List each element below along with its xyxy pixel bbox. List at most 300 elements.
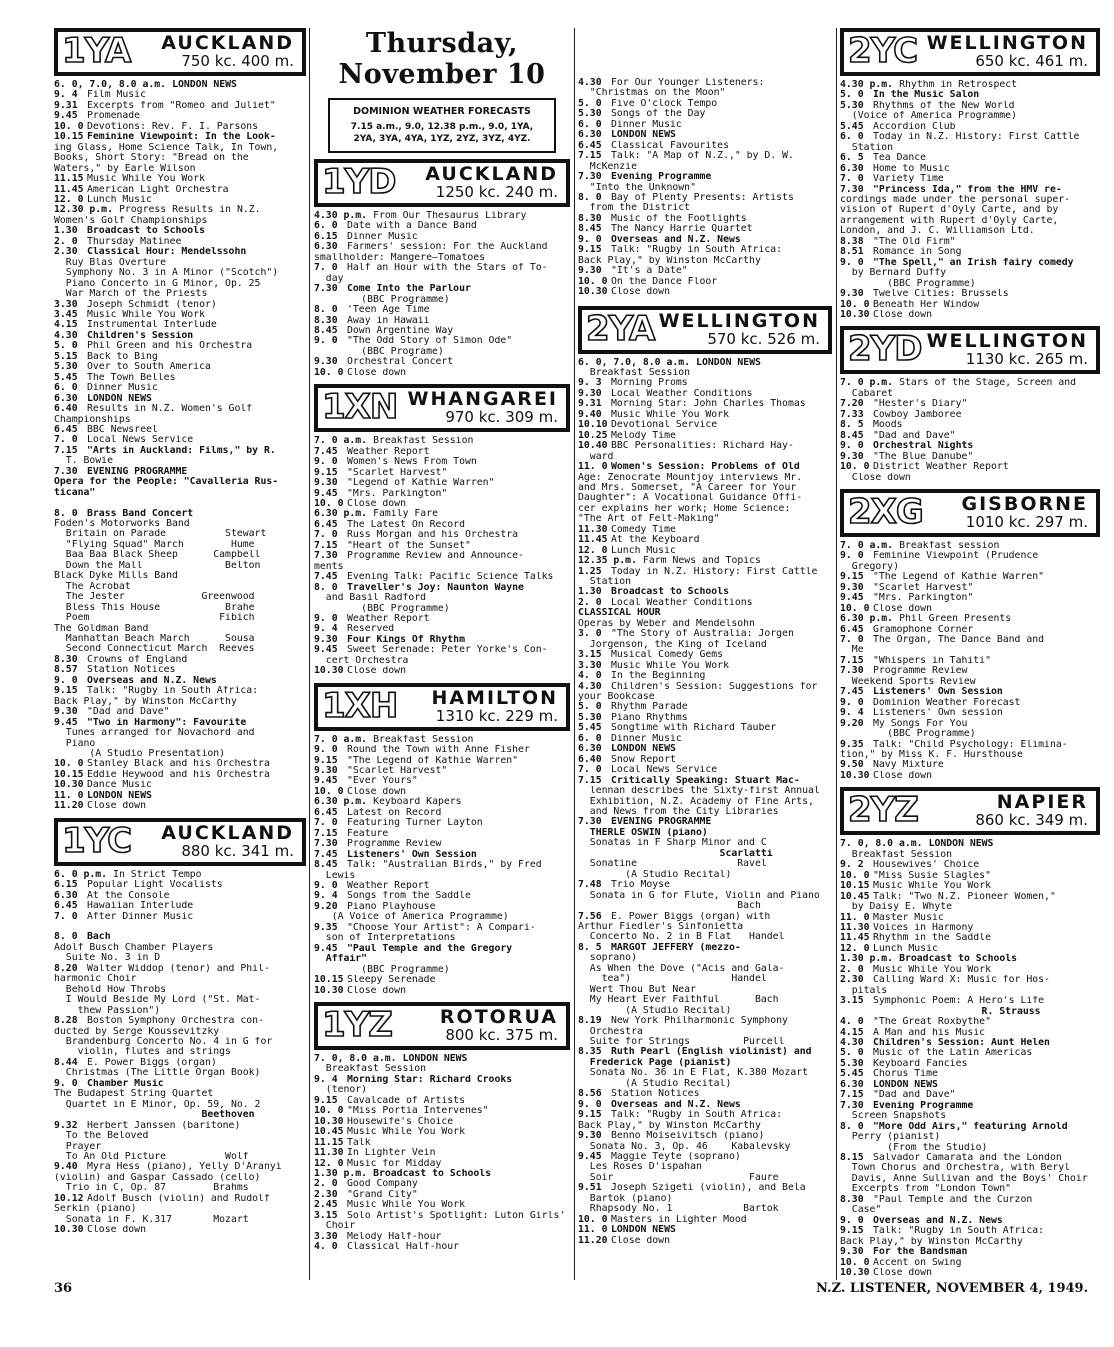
programme-title: "Grand City": [347, 1189, 418, 1200]
station-header-2yz: [840, 787, 1100, 835]
programme-title: Overseas and N.Z. News: [87, 675, 217, 686]
programme-continuation: (A Studio Presentation): [54, 749, 226, 759]
programme-title: At the Console: [87, 890, 170, 901]
programme-time: 10.40: [578, 441, 608, 452]
programme-title: "Paul Temple and the Gregory: [347, 943, 513, 954]
programme-time: 9. 0: [314, 336, 338, 347]
programme-time: 6.15: [54, 880, 78, 891]
programme-time: 9.15: [840, 572, 864, 583]
programme-time: 9.45: [314, 645, 338, 656]
programme-entry: [578, 1183, 832, 1193]
programme-continuation: Daughter": A Vocational Guidance Offi-: [578, 493, 803, 504]
programme-entry: [314, 1179, 570, 1189]
programme-continuation: Me: [840, 645, 864, 656]
programme-title: Close down: [347, 786, 406, 797]
programme-entry: [840, 247, 1100, 257]
programme-title: Talk: "Rugby in South Africa:: [611, 1110, 783, 1121]
programme-title: Local Weather Conditions: [611, 388, 753, 399]
programme-title: Broadcast to Schools: [611, 587, 729, 598]
programme-title: District Weather Report: [873, 462, 1009, 473]
programme-title: A Man and his Music: [873, 1027, 986, 1038]
programme-title: After Dinner Music: [87, 911, 194, 922]
programme-entry: [840, 687, 1100, 697]
programme-time: 6.45: [54, 901, 78, 912]
programme-title: Breakfast Session: [373, 436, 474, 447]
programme-time: 9.50: [840, 760, 864, 771]
station-frequency: 800 kc. 375 m.: [445, 1026, 558, 1044]
programme-entry: [54, 655, 306, 665]
programme-continuation: THERLE OSWIN (piano): [578, 827, 708, 838]
programme-title: Melody Half-hour: [347, 1231, 442, 1242]
programme-title: Hawaiian Interlude: [87, 901, 194, 912]
programme-time: 7. 0: [578, 765, 602, 776]
programme-entry: [314, 572, 570, 582]
programme-title: Dinner Music: [611, 733, 682, 744]
programme-title: LONDON NEWS: [611, 130, 676, 141]
programme-entry: [578, 629, 832, 639]
programme-entry: [314, 263, 570, 273]
programme-time: 9.15: [314, 467, 338, 478]
programme-continuation: Back Play," by Winston McCarthy: [578, 255, 761, 266]
programme-title: Stars of the Stage, Screen and: [899, 378, 1077, 389]
programme-entry: [54, 1162, 306, 1172]
programme-title: Close down: [87, 1225, 146, 1236]
programme-entry: [54, 964, 306, 974]
programme-entry: [578, 410, 832, 420]
programme-entry: [314, 1200, 570, 1210]
programme-time: 9.30: [840, 1247, 864, 1258]
programme-entry: [314, 1096, 570, 1106]
programme-title: Tea Dance: [873, 153, 927, 164]
programme-title: LONDON NEWS: [172, 80, 237, 90]
programme-continuation: vision of Rupert d'Oyly Carte, and by: [840, 205, 1059, 216]
programme-time: 9. 4: [314, 624, 338, 635]
programme-entry: [314, 242, 570, 252]
programme-time: 10.25: [578, 430, 608, 441]
programme-title: Bach: [87, 932, 111, 943]
programme-continuation: and Mrs. Somerset, "A Career for Your: [578, 482, 797, 493]
programme-continuation: Women's Golf Championships: [54, 215, 208, 226]
programme-continuation: (A Studio Recital): [578, 1005, 732, 1016]
programme-continuation: Exhibition, N.Z. Academy of Fine Arts,: [578, 796, 814, 807]
programme-continuation: Station: [578, 577, 632, 588]
programme-title: LONDON NEWS: [611, 744, 676, 755]
programme-title: Classical Half-hour: [347, 1242, 460, 1253]
programme-entry: [578, 535, 832, 545]
programme-time: 7. 0: [314, 530, 338, 541]
programme-continuation: My Heart Ever Faithful Bach: [578, 995, 779, 1006]
programme-title: Instrumental Interlude: [87, 320, 217, 331]
programme-title: "It's a Date": [611, 266, 688, 277]
programme-entry: [578, 99, 832, 109]
station-header-2yd: [840, 326, 1100, 374]
programme-title: Close down: [347, 367, 406, 378]
programme-title: Morning Star: Richard Crooks: [347, 1074, 513, 1085]
programme-entry: [314, 489, 570, 499]
programme-time: 9.45: [578, 1151, 602, 1162]
programme-continuation: The Budapest String Quartet: [54, 1089, 214, 1100]
programme-entry: [578, 141, 832, 151]
station-header-1yc: [54, 818, 306, 866]
programme-time: 7.30: [314, 839, 338, 850]
programme-entry: [840, 839, 1100, 849]
programme-time: 9.30: [840, 582, 864, 593]
programme-entry: [314, 457, 570, 467]
programme-title: Rhythm Parade: [611, 702, 688, 713]
programme-continuation: and News from the City Libraries: [578, 807, 779, 817]
programme-time: 5.30: [54, 362, 78, 373]
programme-entry: [54, 467, 306, 477]
programme-entry: [578, 224, 832, 234]
programme-title: Musical Comedy Gems: [611, 650, 724, 661]
column-2: [314, 0, 570, 1253]
programme-entry: [840, 604, 1100, 614]
programme-title: Critically Speaking: Stuart Mac-: [611, 775, 800, 786]
programme-time: 9. 0: [54, 1078, 78, 1089]
programme-continuation: Suite for Strings Purcell: [578, 1036, 785, 1047]
programme-time: 5. 0: [578, 98, 602, 109]
programme-time: 9. 0: [840, 697, 864, 708]
programme-time: 9.32: [54, 1120, 78, 1131]
programme-time: 10. 0: [314, 786, 344, 797]
programme-title: Progress Results in N.Z.: [118, 205, 261, 216]
station-call: 1YA: [62, 31, 131, 71]
programme-entry: [54, 226, 306, 236]
programme-time: 9. 4: [314, 891, 338, 902]
programme-time: 10. 0: [314, 498, 344, 509]
programme-entry: [314, 891, 570, 901]
station-header-2ya: [578, 306, 832, 354]
programme-title: "Dad and Dave": [87, 707, 170, 718]
programme-time: 9.45: [314, 943, 338, 954]
programme-entry: [578, 1016, 832, 1026]
programme-list: [314, 211, 570, 378]
programme-entry: [578, 943, 832, 953]
programme-time: 5. 0: [840, 90, 864, 101]
programme-continuation: ments: [314, 561, 344, 572]
programme-entry: [314, 944, 570, 954]
programme-title: Feminine Viewpoint: In the Look-: [87, 132, 276, 143]
programme-title: "Mrs. Parkington": [873, 593, 974, 604]
programme-entry: [578, 462, 832, 472]
programme-time: 4.30 p.m.: [840, 80, 894, 90]
programme-title: Home to Music: [873, 163, 950, 174]
programme-entry: [314, 368, 570, 378]
programme-title: Children's Session: Suggestions for: [611, 681, 818, 692]
programme-title: Rhythm in Retrospect: [899, 80, 1018, 90]
programme-time: 9. 0: [840, 257, 864, 268]
programme-time: 2.30: [54, 247, 78, 258]
programme-continuation: (BBC Programme): [840, 729, 976, 740]
programme-title: "Hester's Diary": [873, 399, 968, 410]
programme-time: 11. 0: [578, 1225, 608, 1236]
programme-continuation: lennan describes the Sixty-first Annual: [578, 786, 820, 797]
programme-entry: [840, 923, 1100, 933]
programme-title: "The Great Roxbythe": [873, 1017, 991, 1028]
programme-time: 3.30: [314, 1231, 338, 1242]
programme-time: 6.30: [314, 242, 338, 253]
programme-time: 10. 0: [314, 1106, 344, 1117]
programme-continuation: Choir: [314, 1221, 356, 1232]
programme-entry: [54, 132, 306, 142]
programme-entry: [840, 593, 1100, 603]
programme-entry: [314, 923, 570, 933]
programme-title: Overseas and N.Z. News: [611, 234, 741, 245]
programme-title: EVENING PROGRAMME: [611, 817, 712, 828]
programme-title: From Our Thesaurus Library: [373, 211, 527, 221]
station-city: HAMILTON: [431, 686, 558, 709]
programme-entry: [314, 530, 570, 540]
programme-title: Benno Moiseivitsch (piano): [611, 1131, 765, 1142]
programme-continuation: As When the Dove ("Acis and Gala-: [578, 963, 785, 974]
programme-entry: [314, 624, 570, 634]
programme-entry: [840, 289, 1100, 299]
programme-continuation: Breakfast Session: [314, 1064, 427, 1075]
programme-title: "Scarlet Harvest": [873, 582, 974, 593]
programme-continuation: cordings made under the personal super-: [840, 194, 1071, 205]
programme-entry: [54, 435, 306, 445]
programme-title: "The Legend of Kathie Warren": [347, 755, 519, 766]
programme-title: Local Weather Conditions: [611, 597, 753, 608]
station-call: 1YZ: [322, 1005, 392, 1045]
programme-entry: [840, 1258, 1100, 1268]
programme-title: Date with a Dance Band: [347, 221, 477, 232]
programme-entry: [840, 431, 1100, 441]
programme-time: 8. 0: [578, 192, 602, 203]
programme-title: Adolf Busch (violin) and Rudolf: [87, 1193, 270, 1204]
programme-title: Songs of the Day: [611, 109, 706, 120]
programme-time: 6.30 p.m.: [840, 614, 894, 625]
programme-entry: [578, 120, 832, 130]
programme-time: 7. 0, 8.0 a.m.: [314, 1054, 397, 1064]
programme-continuation: "Into the Unknown": [578, 182, 696, 193]
programme-list: [578, 358, 832, 1247]
programme-continuation: McKenzie: [578, 161, 637, 172]
programme-entry: [54, 205, 306, 215]
programme-continuation: Behold How Throbs: [54, 984, 167, 995]
programme-title: Maggie Teyte (soprano): [611, 1151, 741, 1162]
programme-entry: [578, 172, 832, 182]
programme-continuation: your Bookcase: [578, 692, 655, 703]
programme-continuation: Sonata in G for Flute, Violin and Piano: [578, 890, 820, 901]
programme-time: 7. 0: [840, 174, 864, 185]
programme-entry: [840, 1153, 1100, 1163]
programme-entry: [54, 801, 306, 811]
programme-time: 1.30 p.m.: [840, 954, 894, 965]
programme-continuation: Excerpts from "London Town": [840, 1184, 1012, 1195]
programme-continuation: To the Beloved: [54, 1131, 149, 1142]
programme-title: LONDON NEWS: [87, 393, 152, 404]
station-call: 1YC: [62, 820, 132, 861]
column-1: [54, 28, 306, 1236]
programme-time: 2.45: [314, 1200, 338, 1211]
programme-title: Lunch Music: [611, 545, 676, 556]
programme-time: 10. 0: [578, 1214, 608, 1225]
programme-time: 3.30: [578, 660, 602, 671]
programme-time: 6.30: [578, 744, 602, 755]
programme-time: 2. 0: [840, 964, 864, 975]
programme-time: 7.30: [578, 172, 602, 183]
programme-continuation: Perry (pianist): [840, 1132, 941, 1143]
programme-entry: [54, 770, 306, 780]
programme-time: 8.56: [578, 1089, 602, 1100]
programme-entry: [578, 598, 832, 608]
programme-entry: [314, 468, 570, 478]
programme-entry: [840, 300, 1100, 310]
programme-time: 7.15: [54, 445, 78, 456]
programme-time: 1.30: [54, 226, 78, 237]
programme-title: Evening Programme: [611, 172, 712, 183]
programme-time: 7.30: [54, 466, 78, 477]
programme-continuation: Lewis: [314, 870, 356, 881]
programme-continuation: The Acrobat: [54, 581, 131, 592]
programme-title: Walter Widdop (tenor) and Phil-: [87, 963, 270, 974]
programme-entry: [840, 441, 1100, 451]
programme-continuation: ward: [578, 451, 614, 462]
programme-title: "Mrs. Parkington": [347, 488, 448, 499]
programme-title: Popular Light Vocalists: [87, 880, 223, 891]
programme-time: 9.35: [840, 739, 864, 750]
programme-entry: [578, 1089, 832, 1099]
programme-time: 5.30: [578, 109, 602, 120]
programme-time: 10. 0: [840, 462, 870, 473]
programme-entry: [840, 174, 1100, 184]
programme-time: 12. 0: [840, 943, 870, 954]
station-frequency: 1130 kc. 265 m.: [965, 350, 1088, 369]
programme-time: 12.30 p.m.: [54, 205, 113, 216]
programme-entry: [840, 1101, 1100, 1111]
station-header-1xh: [314, 683, 570, 731]
programme-entry: [578, 78, 832, 88]
programme-title: Local News Service: [87, 435, 194, 446]
programme-entry: [314, 756, 570, 766]
programme-continuation: Suite No. 3 in D: [54, 953, 161, 964]
programme-time: 9.51: [578, 1183, 602, 1194]
programme-title: "Two in Harmony": Favourite: [87, 717, 247, 728]
programme-continuation: The Jester Greenwood: [54, 592, 255, 603]
station-frequency: 860 kc. 349 m.: [975, 811, 1088, 830]
programme-entry: [54, 237, 306, 247]
programme-continuation: day: [314, 273, 344, 284]
programme-time: 2. 0: [314, 1179, 338, 1190]
programme-time: 9.30: [578, 1131, 602, 1142]
programme-entry: [840, 1069, 1100, 1079]
programme-list: [314, 1054, 570, 1253]
programme-time: 8. 5: [578, 942, 602, 953]
programme-title: "Dad and Dave": [873, 430, 956, 441]
programme-entry: [840, 583, 1100, 593]
programme-title: Music While You Work: [87, 309, 205, 320]
programme-title: Results in N.Z. Women's Golf: [87, 404, 253, 415]
programme-title: Family Fare: [373, 509, 438, 520]
programme-time: 7.30: [314, 284, 338, 295]
programme-time: 9.30: [840, 451, 864, 462]
programme-time: 7. 0 a.m.: [314, 436, 368, 447]
programme-entry: [840, 378, 1100, 388]
programme-time: 9. 4: [54, 90, 78, 101]
programme-time: 8.38: [840, 236, 864, 247]
programme-time: 7.30: [840, 1100, 864, 1111]
programme-entry: [54, 383, 306, 393]
programme-title: Talk: "Rugby in South Africa:: [87, 686, 259, 697]
programme-continuation: (BBC Programme): [314, 964, 450, 975]
programme-title: Melody Time: [611, 430, 676, 441]
programme-title: Myra Hess (piano), Yelly D'Aranyi: [87, 1162, 282, 1173]
programme-list: [840, 80, 1100, 320]
programme-time: 3.45: [54, 309, 78, 320]
programme-title: Rhythm in the Saddle: [873, 933, 991, 944]
station-header-1xn: [314, 384, 570, 432]
programme-entry: [840, 1247, 1100, 1257]
programme-time: 9.45: [840, 593, 864, 604]
programme-title: Talk: "A Map of N.Z.," by D. W.: [611, 151, 794, 162]
programme-continuation: cer explains her work; Home Science:: [578, 503, 791, 514]
programme-entry: [314, 541, 570, 551]
programme-time: 9.15: [314, 1095, 338, 1106]
programme-time: 2.30: [840, 975, 864, 986]
programme-time: 6. 0, 7.0, 8.0 a.m.: [54, 80, 167, 90]
programme-time: 7. 0: [54, 911, 78, 922]
programme-time: 7.30: [840, 184, 864, 195]
programme-title: Music for Midday: [347, 1158, 442, 1169]
programme-title: Overseas and N.Z. News: [873, 1215, 1003, 1226]
programme-entry: [314, 509, 570, 519]
programme-continuation: by Daisy E. Whyte: [840, 902, 953, 913]
programme-title: Music While You Work: [873, 964, 991, 975]
programme-continuation: Sonatine Ravel: [578, 859, 767, 870]
programme-entry: [840, 101, 1100, 111]
programme-title: Dominion Weather Forecast: [873, 697, 1021, 708]
programme-time: 9. 4: [314, 1074, 338, 1085]
programme-title: "Miss Portia Intervenes": [347, 1106, 489, 1117]
programme-continuation: Arthur Fiedler's Sinfonietta: [578, 921, 744, 932]
programme-title: E. Power Biggs (organ): [87, 1057, 217, 1068]
programme-title: Piano Rhythms: [611, 712, 688, 723]
programme-time: 9.31: [578, 399, 602, 410]
programme-time: 11.45: [840, 933, 870, 944]
programme-title: Listeners' Own Session: [347, 849, 477, 860]
programme-time: 8.30: [314, 315, 338, 326]
programme-title: "Heart of the Sunset": [347, 540, 471, 551]
station-call: 2YA: [586, 308, 655, 349]
programme-time: 6. 0: [840, 132, 864, 143]
programme-entry: [54, 1079, 306, 1089]
programme-continuation: To An Old Picture Wolf: [54, 1151, 249, 1162]
station-frequency: 650 kc. 461 m.: [975, 52, 1088, 70]
programme-entry: [578, 661, 832, 671]
programme-continuation: Town Chorus and Orchestra, with Beryl: [840, 1163, 1071, 1174]
programme-title: Close down: [347, 985, 406, 996]
programme-time: 7.45: [314, 849, 338, 860]
programme-entry: [54, 686, 306, 696]
programme-time: 7.56: [578, 911, 602, 922]
programme-continuation: Waters," by Earle Wilson: [54, 163, 196, 174]
programme-entry: [840, 551, 1100, 561]
programme-title: Close down: [87, 801, 146, 812]
programme-time: 10.30: [840, 770, 870, 781]
programme-list: [840, 839, 1100, 1278]
programme-continuation: Back Play," by Winston McCarthy: [54, 696, 237, 707]
programme-continuation: ticana": [54, 487, 96, 498]
programme-title: Overseas and N.Z. News: [611, 1099, 741, 1110]
programme-title: Music of the Latin Americas: [873, 1048, 1033, 1059]
programme-continuation: Jorgenson, the King of Iceland: [578, 639, 767, 650]
programme-title: "Whispers in Tahiti": [873, 655, 991, 666]
programme-title: "The Story of Australia: Jorgen: [611, 629, 794, 640]
programme-entry: [314, 787, 570, 797]
programme-title: Breakfast session: [899, 540, 1000, 551]
programme-continuation: (BBC Programme): [314, 603, 450, 614]
